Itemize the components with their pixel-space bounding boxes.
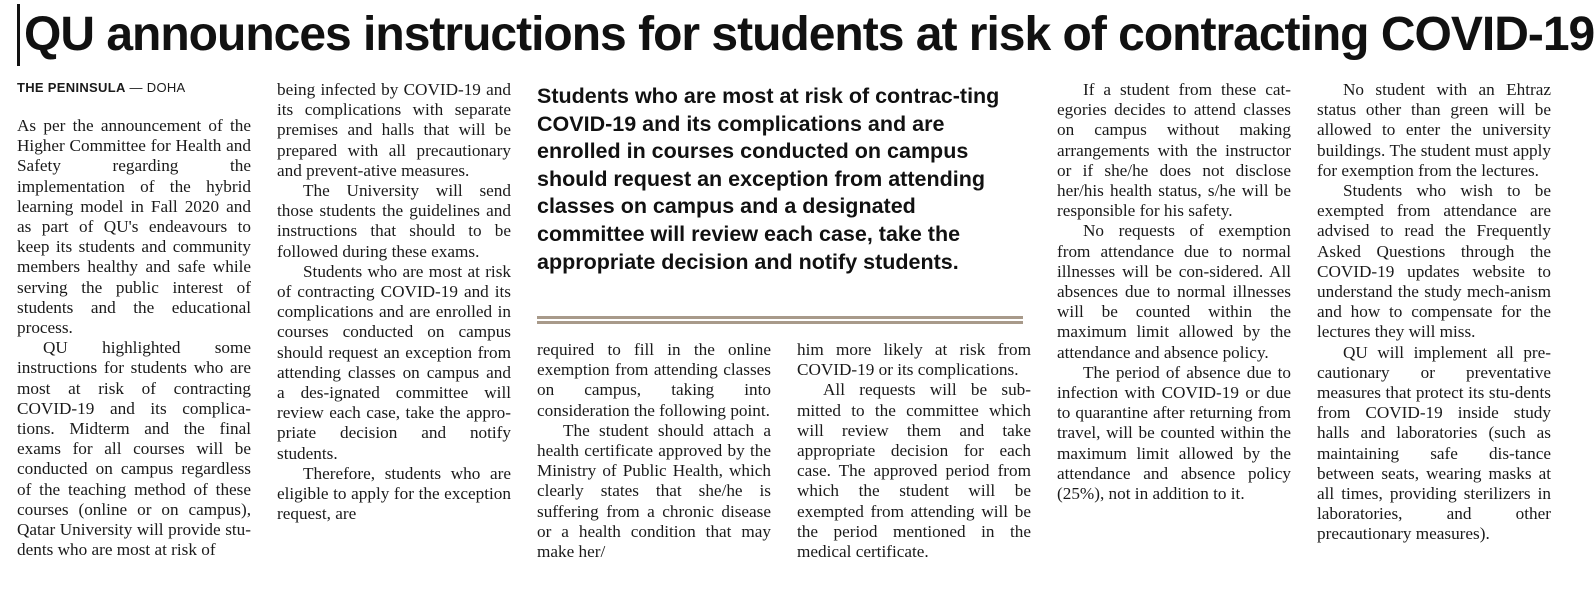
- paragraph: No requests of exemption from attendance due to normal illnesses will be con-sidered. All absences due to normal illnesses will be counted within the maximum limit allowed by the attendance and absence policy.: [1057, 221, 1291, 362]
- byline-dash: —: [125, 80, 147, 95]
- article-column-6: [1317, 80, 1551, 545]
- article-column-2: [277, 80, 511, 524]
- paragraph: required to fill in the online exemption from attending classes on campus, taking into consideration the following point.: [537, 340, 771, 420]
- paragraph: As per the announcement of the Higher Committee for Health and Safety regarding the implementation of the hybrid learning model in Fall 2020 and as part of QU's endeavours to keep its students and community members healthy and safe while serving the public interest of students and the educational process.: [17, 116, 251, 338]
- article-column-1: [17, 80, 251, 560]
- pull-quote: Students who are most at risk of contrac-ting COVID-19 and its complications and are enrolled in courses conducted on campus should request an exception from attending classes on campus and a designated committee will review each case, take the appropriate decision and notify students.: [537, 84, 1000, 274]
- article-column-5: [1057, 80, 1291, 504]
- article-column-4: [797, 340, 1031, 562]
- paragraph: Students who wish to be exempted from attendance are advised to read the Frequently Asked Questions through the COVID-19 updates website to understand the study mech-anism and how to compensate for the lectures they will miss.: [1317, 181, 1551, 342]
- paragraph: Therefore, students who are eligible to apply for the exception request, are: [277, 463, 511, 524]
- paragraph: The period of absence due to infection with COVID-19 or due to quarantine after returning from travel, will be counted within the maximum limit allowed by the attendance and absence policy (25%), not in addition to it.: [1057, 362, 1291, 504]
- headline: QU announces instructions for students at risk of contracting COVID-19: [17, 4, 1584, 66]
- paragraph: being infected by COVID-19 and its complications with separate premises and halls that will be prepared with all precautionary and prevent-ative measures.: [277, 80, 511, 180]
- paragraph: All requests will be sub-mitted to the committee which will review them and take appropriate decision for each case. The approved period from which the student will be exempted from attending will be the period mentioned in the medical certificate.: [797, 380, 1031, 562]
- pull-quote-divider: [537, 316, 1023, 324]
- paragraph: No student with an Ehtraz status other than green will be allowed to enter the university buildings. The student must apply for exemption from the lectures.: [1317, 80, 1551, 180]
- paragraph: QU will implement all pre-cautionary or preventative measures that protect its stu-dents from COVID-19 inside study halls and laboratories (such as maintaining safe dis-tance between seats, wearing masks at all times, providing sterilizers in laboratories, and other precautionary measures).: [1317, 342, 1551, 544]
- paragraph: QU highlighted some instructions for students who are most at risk of contracting COVID-19 and its complica-tions. Midterm and the final exams for all courses will be conducted on campus regardless of the teaching method of these courses (online or on campus), Qatar University will provide stu-dents who are most at risk of: [17, 338, 251, 560]
- paragraph: Students who are most at risk of contracting COVID-19 and its complications and are enrolled in courses conducted on campus should request an exception from attending classes on campus and a des-ignated committee will review each case, take the appro-priate decision and notify students.: [277, 261, 511, 463]
- article-column-3: [537, 340, 771, 562]
- byline: [17, 80, 251, 96]
- byline-city: DOHA: [146, 80, 186, 95]
- paragraph: The University will send those students the guidelines and instructions that should to be followed during these exams.: [277, 181, 511, 261]
- paragraph: The student should attach a health certificate approved by the Ministry of Public Health, which clearly states that she/he is suffering from a chronic disease or a health condition that may make her/: [537, 420, 771, 562]
- byline-source: THE PENINSULA: [17, 80, 126, 95]
- paragraph: him more likely at risk from COVID-19 or its complications.: [797, 340, 1031, 380]
- paragraph: If a student from these cat-egories decides to attend classes on campus without making arrangements with the instructor or if she/he does not disclose her/his health status, s/he will be responsible for his safety.: [1057, 80, 1291, 221]
